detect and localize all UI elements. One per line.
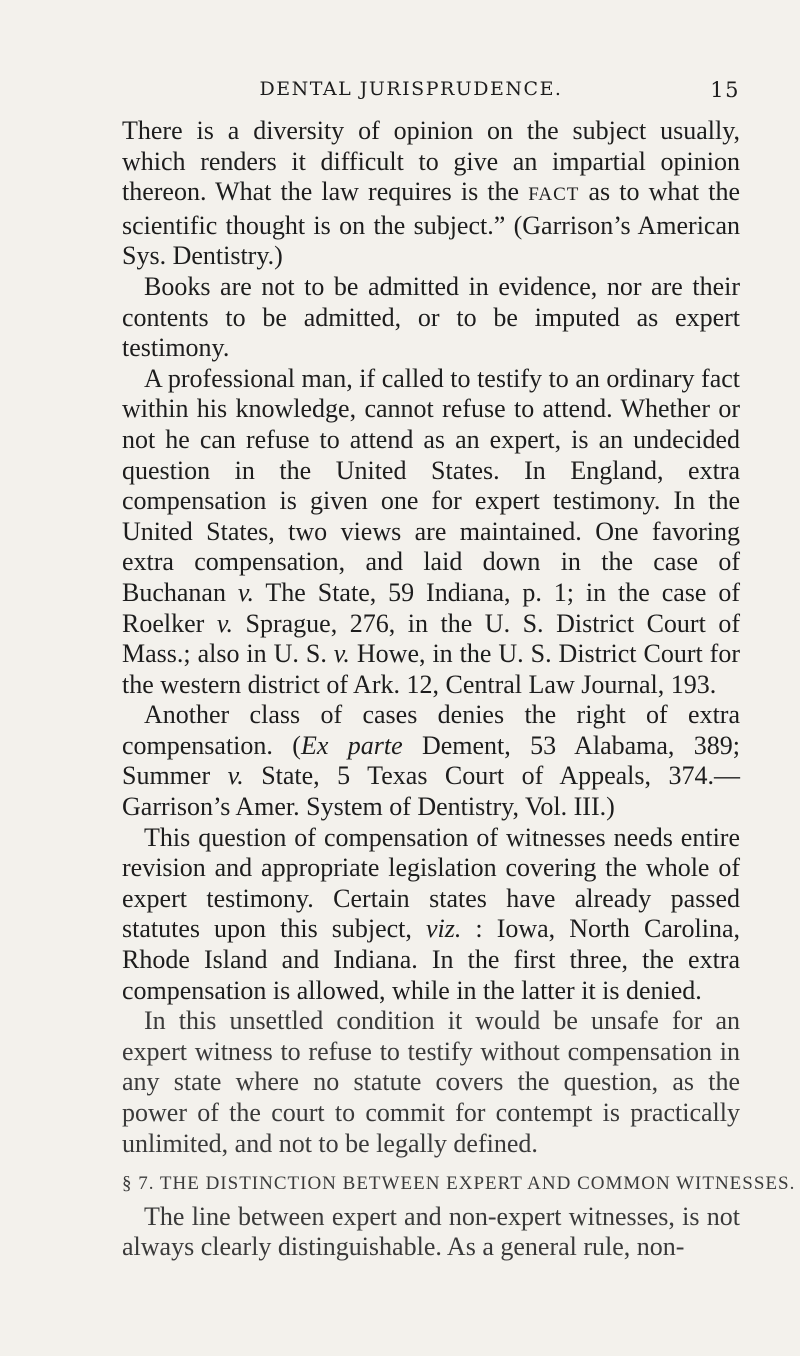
paragraph-unsettled-condition: In this unsettled condition it would be unsafe for an expert witness to refuse to testify without compensation in any state where no statute covers the question, as the power of the court to commit for contempt is practically unlimited, and not to be legally defined.: [122, 1006, 740, 1158]
text-run: Sprague, 276, in the U. S. District Court of Mass.; also in U. S.: [122, 608, 740, 669]
text-run: : Iowa, North Carolina, Rhode Island and Indiana. In the first three, the extra compensation is allowed, while in the latter it is denied.: [122, 914, 741, 1005]
small-caps-fact: FACT: [528, 184, 580, 206]
italic-versus: v.: [333, 639, 350, 669]
text-run: State, 5 Texas Court of Appeals, 374.—Garrison’s Amer. System of Dentistry, Vol. III.): [122, 761, 740, 822]
body-text: [122, 116, 796, 1263]
paragraph-compensation-question: [122, 823, 740, 1007]
page-number: 15: [710, 78, 740, 102]
italic-ex-parte: Ex parte: [300, 730, 403, 760]
text-run: Howe, in the U. S. District Court for the western district of Ark. 12, Central Law Journal, 193.: [122, 639, 740, 699]
paragraph-quote-continuation: [122, 116, 740, 272]
italic-versus: v.: [237, 577, 254, 607]
text-run: This question of compensation of witnesses needs entire revision and appropriate legislation covering the whole of expert testimony. Certain states have already passed statutes upon this subject,: [122, 822, 740, 944]
paragraph-professional-man: [122, 364, 740, 701]
text-run: Another class of cases denies the right of extra compensation. (: [122, 700, 740, 760]
text-run: A professional man, if called to testify to an ordinary fact within his knowledge, cannot refuse to attend. Whether or not he can refuse to attend as an expert, is an undecided question in the United States. In England, extra compensation is given one for expert testimony. In the United States, two views are maintained. One favoring extra compensation, and laid down in the case of Buchanan: [122, 363, 740, 607]
text-run: The State, 59 Indiana, p. 1; in the case of Roelker: [122, 577, 741, 638]
italic-versus: v.: [216, 608, 233, 638]
text-run: Dement, 53 Alabama, 389; Summer: [122, 730, 740, 791]
running-head: [122, 78, 740, 108]
section-heading: § 7. THE DISTINCTION BETWEEN EXPERT AND COMMON WITNESSES.: [122, 1173, 796, 1195]
paragraph-books: Books are not to be admitted in evidence, nor are their contents to be admitted, or to be imputed as expert testimony.: [122, 271, 740, 363]
paragraph-another-class: [122, 700, 740, 822]
paragraph-distinction: The line between expert and non-expert witnesses, is not always clearly distinguishable. As a general rule, non-: [122, 1201, 740, 1262]
italic-viz: viz.: [425, 914, 462, 944]
running-head-title: DENTAL JURISPRUDENCE.: [259, 78, 563, 100]
text-run: There is a diversity of opinion on the subject usually, which renders it difficult to give an impartial opinion thereon. What the law requires is the: [122, 116, 740, 207]
text-run: as to what the scientific thought is on the subject.” (Garrison’s American Sys. Dentistry.): [122, 177, 740, 271]
italic-versus: v.: [227, 761, 244, 791]
